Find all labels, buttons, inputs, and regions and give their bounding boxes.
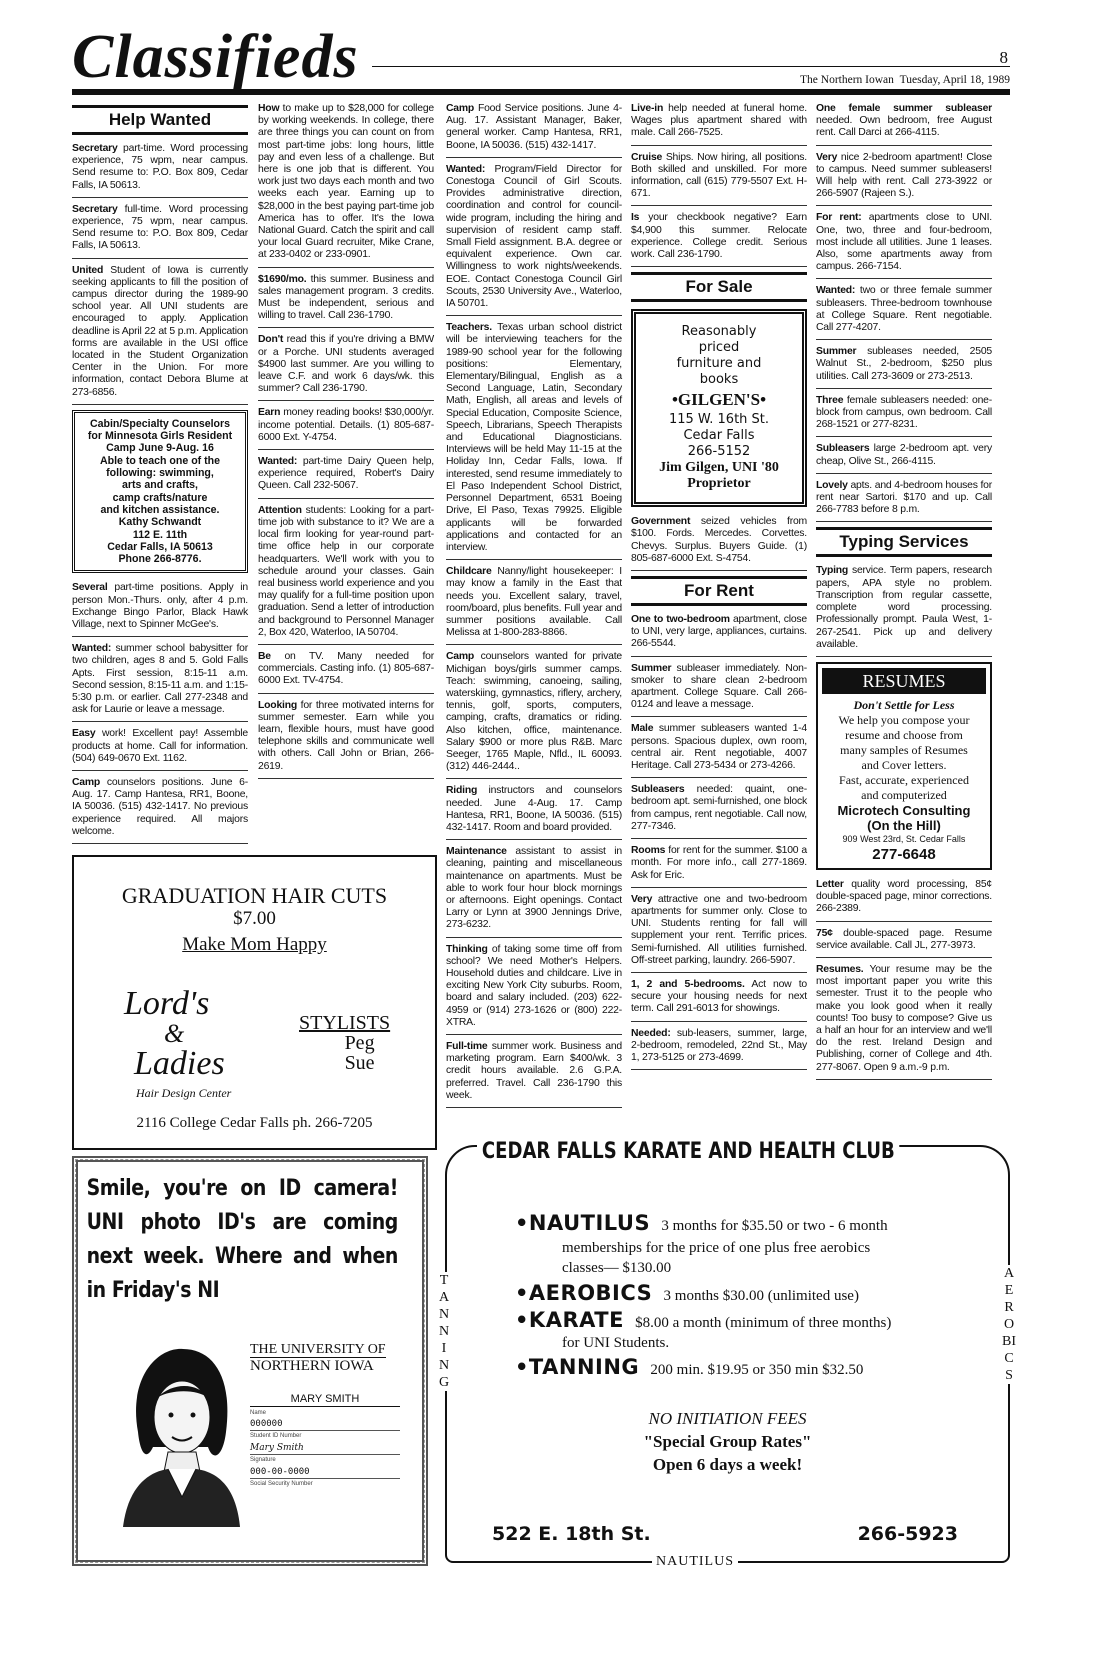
ssn-value: 000-00-0000 — [250, 1467, 400, 1479]
publication-line — [800, 73, 1010, 87]
ad-lead: Camp — [72, 777, 101, 789]
section-header: Typing Services — [816, 527, 992, 557]
classified-ad — [631, 893, 807, 973]
ad-body: your checkbook negative? Earn $4,900 this summer. Relocate experience. College credit. Serious work. Call 236-1790. — [631, 212, 807, 261]
classified-ad — [258, 455, 434, 499]
ad-lead: Needed: — [631, 1027, 671, 1039]
ad-line: •GILGEN'S• — [671, 390, 767, 410]
ad-line: Cedar Falls, IA 50613 — [107, 540, 213, 553]
resumes-display-ad — [816, 662, 992, 870]
column-rent-typing — [816, 102, 992, 1085]
classified-ad — [72, 727, 248, 771]
karate-health-club-ad — [438, 1139, 1016, 1569]
classified-ad — [816, 394, 992, 438]
ad-lead: Is — [631, 212, 640, 224]
ad-price: $7.00 — [233, 908, 276, 929]
ad-line: Jim Gilgen, UNI '80 — [659, 460, 779, 476]
ad-body: subleases needed, 2505 Walnut St., 2-bedroom, $250 plus utilities. Call 273-3609 or 273-2513. — [816, 346, 992, 382]
service-nautilus: •NAUTILUS — [515, 1211, 651, 1235]
ad-lead: Very — [816, 151, 838, 163]
ad-body: for rent for the summer. $100 a month. For more info., call 277-1869. Ask for Eric. — [631, 845, 807, 881]
logo-text: & — [164, 1019, 185, 1048]
ad-lead: Don't — [258, 334, 284, 346]
club-address: 522 E. 18th St. — [492, 1523, 651, 1545]
service-karate: •KARATE — [515, 1308, 624, 1332]
ad-lead: Resumes. — [816, 963, 864, 975]
ad-body: sub-leasers, summer, large, 2-bedroom, remodeled, 22nd St., May 1, 273-5125 or 273-4699. — [631, 1027, 807, 1063]
logo-text: Ladies — [134, 1045, 225, 1082]
ad-line: Cabin/Specialty Counselors — [89, 417, 231, 430]
ad-lead: Full-time — [446, 1041, 488, 1053]
classified-ad — [631, 102, 807, 146]
ad-body: service. Term papers, research papers, APA style no problem. Transcription from regular cassette, complete word processing. Professionally prompt. Paula West, 1-267-2541. Pick up and delivery available. — [816, 565, 992, 650]
page-number: 8 — [999, 48, 1008, 67]
ad-lead: For rent: — [816, 212, 862, 224]
service-detail: 3 months $30.00 (unlimited use) — [663, 1288, 859, 1304]
graduation-haircuts-ad — [72, 855, 437, 1150]
classified-ad — [446, 321, 622, 560]
service-detail: for UNI Students. — [562, 1335, 670, 1351]
classified-ad — [631, 151, 807, 207]
ad-lead: Live-in — [631, 103, 664, 114]
ad-body: Act now to secure your housing needs for next term. Call 291-6013 for showings. — [631, 978, 807, 1015]
classified-ad — [258, 273, 434, 329]
service-detail: $8.00 a month (minimum of three months) — [635, 1315, 892, 1331]
ad-line: Kathy Schwandt — [118, 516, 202, 529]
gilgen-display-ad — [631, 309, 807, 507]
ad-line: Phone 266-8776. — [118, 553, 202, 566]
ad-body: money reading books! $30,000/yr. income potential. Details. (1) 805-687-6000 Ext. Y-4754. — [258, 407, 434, 443]
ad-lead: Letter — [816, 878, 844, 890]
ad-body: double-spaced page. Resume service available. Call JL, 277-3973. — [816, 927, 992, 951]
ad-line: following: swimming, — [106, 467, 214, 480]
classified-ad — [816, 564, 992, 656]
ad-lead: Summer — [631, 662, 672, 674]
ad-body: help needed at funeral home. Wages plus apartment shared with male. Call 266-7525. — [631, 103, 807, 139]
ad-lead: United — [72, 264, 104, 276]
ad-line: We help you compose your — [838, 712, 970, 727]
ad-body: assistant to assist in cleaning, painting and miscellaneous maintenance on apartments. Must be able to work four hour block mornings or afternoons. Eight openings. Contact Larry or Lynn at 3900 Jennings Drive, 273-6232. — [446, 846, 622, 931]
ad-line: RESUMES — [822, 668, 986, 694]
ad-lead: Lovely — [816, 479, 848, 491]
ad-line: Able to teach one of the — [99, 454, 221, 467]
ad-body: female subleasers needed: one-block from campus, own bedroom. Call 268-1521 or 277-8231. — [816, 394, 992, 431]
classified-ad — [72, 142, 248, 198]
ad-lead: Three — [816, 394, 844, 406]
ad-body: Ships. Now hiring, all positions. Both skilled and unskilled. For more information, call (615) 779-5507 Ext. H-671. — [631, 151, 807, 200]
classified-ad — [72, 264, 248, 405]
classified-ad — [446, 163, 622, 316]
ad-body: nice 2-bedroom apartment! Close to campus. Need summer subleasers! Will help with rent. Call 273-3922 or 266-5907 (Rajeen S.). — [816, 151, 992, 200]
publication-date: Tuesday, April 18, 1989 — [899, 74, 1010, 86]
ad-body: apartment, close to UNI, very large, appliances, curtains. 266-5544. — [631, 614, 807, 650]
signature: Mary Smith — [250, 1443, 400, 1455]
classified-ad — [72, 581, 248, 637]
ad-body: Texas urban school district will be interviewing teachers for the 1989-90 school year for the following positions: Elementary, Elementary/Bilingual, English as a Second Language, Latin, Secondary Math, English, all areas and levels of Special Education, Composite Science, Speech, Librarians, Speech Therapists and Educational Diagnosticians. Interviews will be held May 11-15 at the Holiday Inn, Cedar Falls, Iowa. If interested, send resume immediately to El Paso Independent School District, Personnel Department, 6531 Boeing Drive, El Paso, Texas 79925. Eligible applicants will be forwarded applications and contacted for an interview. — [446, 322, 622, 553]
service-detail: 3 months for $35.50 or two - 6 month — [661, 1218, 888, 1234]
ad-lead: Maintenance — [446, 846, 507, 858]
column-for-sale-rent — [631, 102, 807, 1075]
ad-body: counselors positions. June 6-Aug. 17. Camp Hantesa, RR1, Boone, IA 50036. (515) 432-1417. No previous experience required. All majors welcome. — [72, 777, 248, 837]
id-card-illustration — [118, 1327, 408, 1552]
classified-ad — [631, 211, 807, 267]
ad-lead: 75¢ — [816, 927, 833, 939]
logo-text: Lord's — [124, 985, 210, 1022]
ad-lead: Subleasers — [631, 784, 685, 796]
ad-lead: Rooms — [631, 845, 666, 857]
column-help-wanted-3 — [446, 102, 622, 1113]
ad-line: furniture and — [676, 356, 762, 372]
student-id-value: 000000 — [250, 1419, 400, 1431]
ad-body: Food Service positions. June 4-Aug. 17. Assistant Manager, Baker, general worker. Camp Hantesa, RR1, Boone, IA 50036. (515) 432-1417. — [446, 103, 622, 151]
ad-body: needed: quaint, one-bedroom apt. semi-furnished, one block from campus, rent negotiable. Call now, 277-7346. — [631, 784, 807, 832]
ad-lead: Wanted: — [816, 285, 856, 297]
field-label: Student ID Number — [250, 1433, 302, 1439]
classified-ad — [816, 102, 992, 146]
classified-ad — [72, 776, 248, 844]
ad-line: Fast, accurate, experienced — [839, 772, 969, 787]
ad-lead: Earn — [258, 407, 281, 419]
classified-ad — [816, 442, 992, 473]
ad-line: books — [699, 372, 739, 388]
vertical-label-tanning: TANNING — [438, 1273, 450, 1390]
ad-body: this summer. Business and sales management program. 3 credits. Must be independent, serious and willing to travel. Call 236-1790. — [258, 273, 434, 322]
section-header: For Rent — [631, 576, 807, 606]
ad-body: work! Excellent pay! Assemble products at home. Call for information. (504) 649-0670 Ext. 1162. — [72, 728, 248, 764]
university-line: NORTHERN IOWA — [250, 1357, 386, 1375]
ad-body: part-time positions. Apply in person Mon.-Thurs. only, after 4 p.m. Exchange Bingo Parlor, Black Hawk Village, next to Spinner McGee's. — [72, 582, 248, 631]
classified-ad — [446, 845, 622, 937]
ad-line: Camp June 9-Aug. 16 — [106, 442, 214, 455]
classified-ad — [631, 844, 807, 888]
ad-body: summer school babysitter for two children, ages 8 and 5. Gold Falls Apts. First session, 8:15-11 a.m. Second session, 8:15-11 a.m. and 1:15-5:30 p.m. or earlier. Call 277-2348 and ask for Laurie or leave a message. — [72, 643, 248, 716]
ad-body: summer subleasers wanted 1-4 persons. Spacious duplex, own room, central air. Rent negotiable, 4007 Heritage. Call 273-5434 or 273-4266. — [631, 723, 807, 772]
field-label: Social Security Number — [250, 1481, 313, 1487]
ad-lead: Secretary — [72, 203, 118, 215]
field-label: Signature — [250, 1457, 276, 1463]
publication-name: The Northern Iowan — [800, 74, 894, 86]
ad-body: apts. and 4-bedroom houses for rent near Sartori. $170 and up. Call 266-7783 before 8 p.m. — [816, 479, 992, 516]
classified-ad — [258, 504, 434, 645]
classified-ad — [816, 878, 992, 922]
ad-lead: Camp — [446, 103, 475, 114]
card-name: MARY SMITH — [250, 1393, 400, 1407]
ad-headline: CEDAR FALLS KARATE AND HEALTH CLUB — [477, 1139, 900, 1165]
ad-lead: Subleasers — [816, 443, 870, 455]
university-line: THE UNIVERSITY OF — [250, 1342, 386, 1357]
classified-ad — [631, 978, 807, 1022]
ad-headline: Smile, you're on ID camera! UNI photo ID's are coming next week. Where and when in Friday's NI — [86, 1176, 398, 1303]
ad-body: seized vehicles from $100. Fords. Mercedes. Corvettes. Chevys. Surplus. Buyers Guide. (1) 805-687-6000 Ext. S-4754. — [631, 516, 807, 564]
ad-lead: Be — [258, 650, 271, 662]
ad-body: on TV. Many needed for commercials. Casting info. (1) 805-687-6000 Ext. TV-4754. — [258, 650, 434, 687]
ad-headline: GRADUATION HAIR CUTS — [121, 883, 388, 908]
section-header: Help Wanted — [72, 105, 248, 135]
classified-ad — [258, 699, 434, 779]
classified-ad — [816, 479, 992, 523]
salon-logo — [124, 985, 225, 1082]
ad-lead: $1690/mo. — [258, 273, 307, 285]
ad-line: Don't Settle for Less — [853, 697, 955, 712]
classified-ad — [816, 963, 992, 1080]
portrait-photo — [118, 1337, 243, 1527]
classified-ad — [446, 943, 622, 1035]
ad-lead: Easy — [72, 728, 96, 740]
stylist-name: Peg — [344, 1032, 375, 1054]
ad-body: large 2-bedroom apt. very cheap, Olive St., 266-4115. — [816, 443, 992, 467]
ad-lead: Attention — [258, 504, 302, 516]
ad-lead: One to two-bedroom — [631, 614, 730, 626]
field-label: Name — [250, 1410, 267, 1416]
ad-line: 112 E. 11th — [132, 528, 188, 541]
photo-id-ad — [72, 1156, 428, 1566]
ad-body: quality word processing, 85¢ double-spaced page, minor corrections. 266-2389. — [816, 878, 992, 915]
ad-lead: Camp — [446, 651, 475, 663]
classified-ad — [816, 345, 992, 389]
ad-lead: Looking — [258, 699, 298, 711]
ad-lead: 1, 2 and 5-bedrooms. — [631, 978, 745, 990]
hours-text: Open 6 days a week! — [652, 1455, 803, 1474]
ad-lead: Thinking — [446, 943, 488, 955]
ad-body: students: Looking for a part-time job with substance to it? We are a local firm looking for year-round part-time office help in our corporate headquarters. We'll work with you to schedule around your classes. Gain real business world experience and you may qualify for a full-time position upon graduation. Send a letter of introduction and background to Personnel Manager 2, Box 420, Waterloo, IA 50704. — [258, 504, 434, 638]
ad-lead: Secretary — [72, 143, 118, 154]
ad-lead: Wanted: — [258, 456, 298, 468]
service-detail: classes— $130.00 — [562, 1260, 672, 1276]
ad-lead: Childcare — [446, 566, 492, 578]
classified-ad — [816, 211, 992, 279]
ad-line: for Minnesota Girls Resident — [87, 430, 233, 443]
classified-ad — [816, 151, 992, 207]
club-phone: 266-5923 — [857, 1523, 958, 1545]
ad-line: 115 W. 16th St. — [668, 412, 770, 428]
masthead — [72, 22, 1010, 100]
group-rates-text: "Special Group Rates" — [643, 1432, 812, 1451]
ad-body: Nanny/light housekeeper: I may know a family in the East that needs you. Excellent salary, travel, room/board, plus benefits. Full year and summer positions available. Call Melissa at 1-800-283-8866. — [446, 566, 622, 639]
classified-ad — [446, 565, 622, 645]
ad-body: part-time Dairy Queen help, experience required, Robert's Dairy Queen. Call 232-5067. — [258, 456, 434, 492]
ad-lead: Male — [631, 723, 654, 735]
ad-body: subleaser immediately. Non-smoker to share clean 2-bedroom apartment. College Square. Call 266-0124 and leave a message. — [631, 662, 807, 711]
stylists-label: STYLISTS — [299, 1012, 391, 1034]
salon-subtitle: Hair Design Center — [136, 1086, 232, 1100]
service-detail: 200 min. $19.95 or 350 min $32.50 — [650, 1362, 864, 1378]
ad-line: and computerized — [861, 787, 947, 802]
ad-body: to make up to $28,000 for college by working weekends. In college, there are three things you can count on from most part-time jobs: long hours, little pay and even less of a challenge. But here is one job that is different. You work just two days each month and two weeks each year. Earning up to $28,000 in the best paying part-time job America has to offer. It's the Iowa National Guard. Catch the spirit and call your local Guard recruiter, Mike Crane, at 233-0402 or 233-0901. — [258, 103, 434, 261]
classified-ad — [816, 284, 992, 340]
ad-line: Microtech Consulting — [837, 802, 971, 818]
ad-line: many samples of Resumes — [840, 742, 968, 757]
ad-tagline: Make Mom Happy — [182, 934, 327, 955]
stylists — [299, 1013, 390, 1073]
classified-ad — [446, 784, 622, 840]
university-name — [250, 1342, 386, 1375]
column-help-wanted-2 — [258, 102, 434, 784]
ad-lead: How — [258, 103, 280, 114]
ad-lead: One female summer subleaser — [816, 103, 992, 114]
ad-body: Your resume may be the most important paper you write this semester. Trust it to the people who make you look good when it really counts! Too busy to compose? Give us a half an hour for an interview and we'll do the rest. Ireland Design and Publishing, corner of College and 4th. 277-8067. Open 9 a.m.-9 p.m. — [816, 963, 992, 1073]
ad-lead: Wanted: — [446, 163, 486, 175]
ad-line: resume and choose from — [845, 727, 963, 742]
ad-body: of taking some time off from school? We need Mother's Helpers. Household duties and childcare. Live in exciting New York City suburbs. Room, board and salary included. (203) 622-4959 or (914) 273-1626 or (800) 222-XTRA. — [446, 943, 622, 1028]
ad-line: arts and crafts, — [122, 479, 198, 492]
ad-lead: Very — [631, 893, 653, 905]
nautilus-brand: NAUTILUS — [652, 1554, 738, 1570]
ad-body: counselors wanted for private Michigan boys/girls summer camps. Teach: swimming, canoeing, sailing, waterskiing, gymnastics, riflery, archery, tennis, golf, sports, computers, camping, crafts, dramatics or riding. Also kitchen, office, maintenance. Salary $900 or more plus R&B. Marc Seeger, 1765 Maple, Nfld., IL 60093. (312) 446-2444.. — [446, 651, 622, 773]
classified-ad — [631, 662, 807, 718]
ad-lead: Wanted: — [72, 643, 112, 655]
ad-line: 277-6648 — [872, 845, 936, 863]
classified-ad — [446, 102, 622, 158]
ad-line: and kitchen assistance. — [100, 503, 220, 516]
ad-lead: Riding — [446, 785, 478, 797]
divider — [72, 89, 1010, 95]
ad-body: Student of Iowa is currently seeking applicants to fill the position of campus director during the 1989-90 school year. All UNI students are encouraged to apply. Application deadline is April 22 at 5 p.m. Application forms are available in the USI office located in the Student Organization Center in the Union. For more information, contact Debora Blume at 273-6856. — [72, 264, 248, 398]
ad-body: Program/Field Director for Conestoga Council of Girl Scouts. Provides administrative direction, coordination and control for council-wide program, including the hiring and supervision of resident camp staff. Small Field assignment. B.A. degree or equivalent experience. Own car. Willingness to work nights/weekends. EOE. Contact Conestoga Council Girl Scouts, 2530 University Ave., Waterloo, IA 50701. — [446, 163, 622, 310]
ad-line: Cedar Falls — [683, 428, 755, 444]
ad-lead: Several — [72, 582, 108, 594]
service-detail: memberships for the price of one plus free aerobics — [562, 1240, 871, 1256]
section-header: For Sale — [631, 272, 807, 302]
ad-address: 2116 College Cedar Falls ph. 266-7205 — [136, 1115, 373, 1131]
no-fees-text: NO INITIATION FEES — [648, 1409, 807, 1428]
classified-ad — [258, 650, 434, 694]
ad-body: read this if you're driving a BMW or a Porche. UNI students averaged $4900 last summer. Are you willing to leave C.F. and work 6 days/wk. this summer? Call 236-1790. — [258, 334, 434, 395]
cabin-display-ad — [72, 410, 248, 574]
classified-ad — [72, 203, 248, 259]
ad-lead: Typing — [816, 565, 849, 577]
divider — [372, 66, 1010, 67]
service-aerobics: •AEROBICS — [515, 1281, 653, 1305]
ad-lead: Cruise — [631, 151, 663, 163]
classified-ad — [258, 333, 434, 401]
ad-line: 909 West 23rd, St. Cedar Falls — [842, 833, 966, 844]
ad-lead: Teachers. — [446, 322, 492, 334]
classified-ad — [816, 927, 992, 958]
classified-ad — [631, 783, 807, 839]
section-title: Classifieds — [72, 23, 359, 91]
classified-ad — [631, 515, 807, 571]
ad-body: for three motivated interns for summer semester. Earn while you learn, flexible hours, must have good telephone skills and communicate well with others. Call John or Brian, 266-2619. — [258, 699, 434, 772]
ad-body: instructors and counselors needed. June 4-Aug. 17. Camp Hantesa, RR1, Boone, IA 50036. (515) 432-1417. Room and board provided. — [446, 785, 622, 833]
classified-ad — [446, 650, 622, 779]
ad-lead: Summer — [816, 346, 857, 358]
ad-body: two or three female summer subleasers. Three-bedroom townhouse at College Square. Rent negotiable. Call 277-4207. — [816, 285, 992, 334]
ad-line: priced — [698, 340, 740, 356]
ad-body: needed. Own bedroom, free August rent. Call Darci at 266-4115. — [816, 115, 992, 139]
classified-ad — [258, 102, 434, 268]
ad-body: apartments close to UNI. One, two, three and four-bedroom, most include all utilities. June 1 leases. Also, some apartments away from campus. 266-7154. — [816, 212, 992, 273]
ad-line: Proprietor — [687, 476, 751, 492]
classified-ad — [631, 613, 807, 657]
column-help-wanted — [72, 102, 248, 849]
ad-line: and Cover letters. — [861, 757, 947, 772]
classified-ad — [446, 1040, 622, 1108]
ad-line: (On the Hill) — [867, 817, 941, 833]
classified-ad — [631, 722, 807, 778]
ad-body: full-time. Word processing experience, 75 wpm, near campus. Send resume to: P.O. Box 809, Cedar Falls, IA 50613. — [72, 203, 248, 252]
ad-lead: Government — [631, 516, 691, 528]
service-tanning: •TANNING — [515, 1355, 640, 1379]
classified-ad — [258, 406, 434, 450]
classified-ad — [72, 642, 248, 722]
ad-line: Reasonably — [681, 324, 757, 340]
ad-body: part-time. Word processing experience, 75 wpm, near campus. Send resume to: P.O. Box 809, Cedar Falls, IA 50613. — [72, 143, 248, 191]
ad-line: 266-5152 — [687, 444, 751, 460]
vertical-label-aerobics: AEROBICS — [1002, 1266, 1016, 1383]
ad-body: attractive one and two-bedroom apartments for summer only. Close to UNI. Students renting for fall will supplement your rent. Terrific prices. Semi-furnished. All utilities furnished. Off-street parking, laundry. 266-5907. — [631, 893, 807, 966]
stylist-name: Sue — [344, 1052, 375, 1074]
classified-ad — [631, 1027, 807, 1071]
ad-line: camp crafts/nature — [112, 491, 208, 504]
ad-body: summer work. Business and marketing program. Earn $400/wk. 3 credit hours available. 2.6 G.P.A. preferred. Travel. Call 236-1790 this week. — [446, 1041, 622, 1101]
